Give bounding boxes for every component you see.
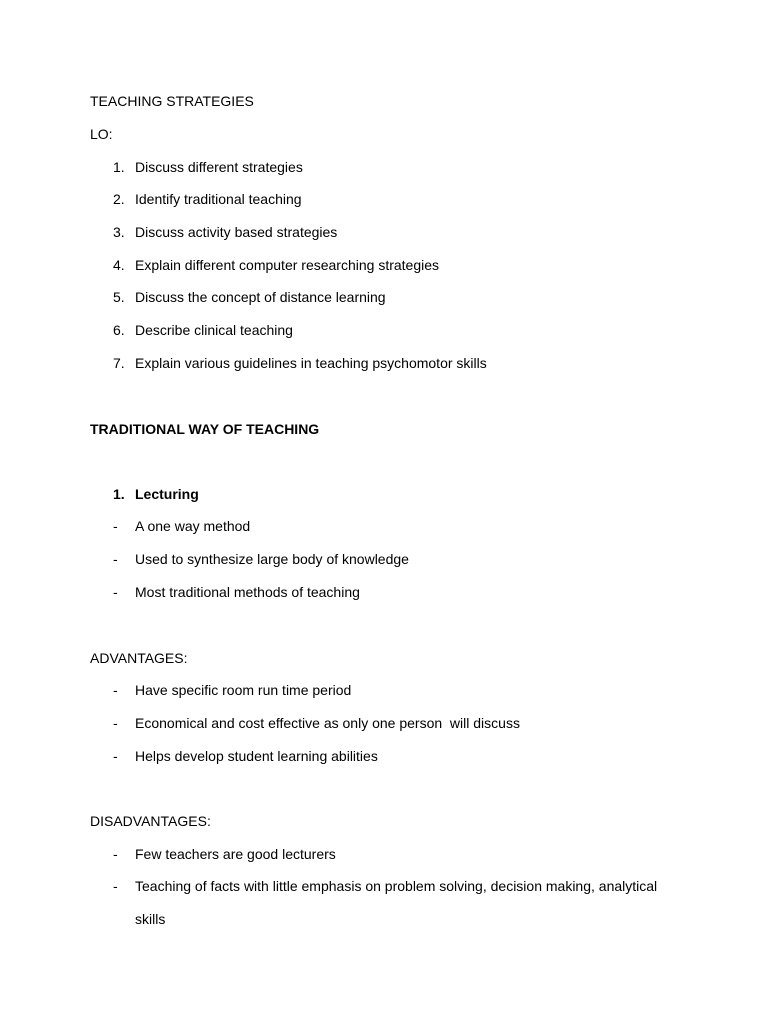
list-item-text: Have specific room run time period	[135, 682, 352, 698]
list-marker: 1.	[113, 159, 125, 175]
list-item-text: Discuss activity based strategies	[135, 224, 338, 240]
list-marker: 5.	[113, 289, 125, 305]
list-marker: 4.	[113, 257, 125, 273]
list-item-text: Most traditional methods of teaching	[135, 584, 360, 600]
list-item-text: Describe clinical teaching	[135, 322, 293, 338]
list-marker: 7.	[113, 355, 125, 371]
dash-marker: -	[113, 715, 118, 731]
list-item-text: Used to synthesize large body of knowledge	[135, 551, 409, 567]
document-title: TEACHING STRATEGIES	[90, 93, 254, 109]
list-item-text: Few teachers are good lecturers	[135, 846, 336, 862]
list-item-text: Teaching of facts with little emphasis on problem solving, decision making, analytical	[135, 878, 658, 894]
dash-marker: -	[113, 682, 118, 698]
disadvantages-label: DISADVANTAGES:	[90, 813, 211, 829]
list-item-text: Explain various guidelines in teaching psychomotor skills	[135, 355, 487, 371]
dash-marker: -	[113, 846, 118, 862]
list-item-text: A one way method	[135, 518, 251, 534]
list-item-text: Explain different computer researching strategies	[135, 257, 440, 273]
dash-marker: -	[113, 518, 118, 534]
dash-marker: -	[113, 551, 118, 567]
list-marker: 1.	[113, 486, 125, 502]
list-marker: 2.	[113, 191, 125, 207]
list-marker: 3.	[113, 224, 125, 240]
advantages-label: ADVANTAGES:	[90, 650, 188, 666]
list-item-continuation: skills	[135, 911, 166, 927]
list-item-text: Helps develop student learning abilities	[135, 748, 378, 764]
dash-marker: -	[113, 878, 118, 894]
method-name: Lecturing	[135, 486, 199, 502]
section-heading: TRADITIONAL WAY OF TEACHING	[90, 421, 320, 437]
list-item-text: Discuss different strategies	[135, 159, 303, 175]
dash-marker: -	[113, 748, 118, 764]
list-item-text: Economical and cost effective as only one person will discuss	[135, 715, 520, 731]
list-item-text: Discuss the concept of distance learning	[135, 289, 386, 305]
dash-marker: -	[113, 584, 118, 600]
list-item-text: Identify traditional teaching	[135, 191, 302, 207]
list-marker: 6.	[113, 322, 125, 338]
lo-label: LO:	[90, 126, 113, 142]
